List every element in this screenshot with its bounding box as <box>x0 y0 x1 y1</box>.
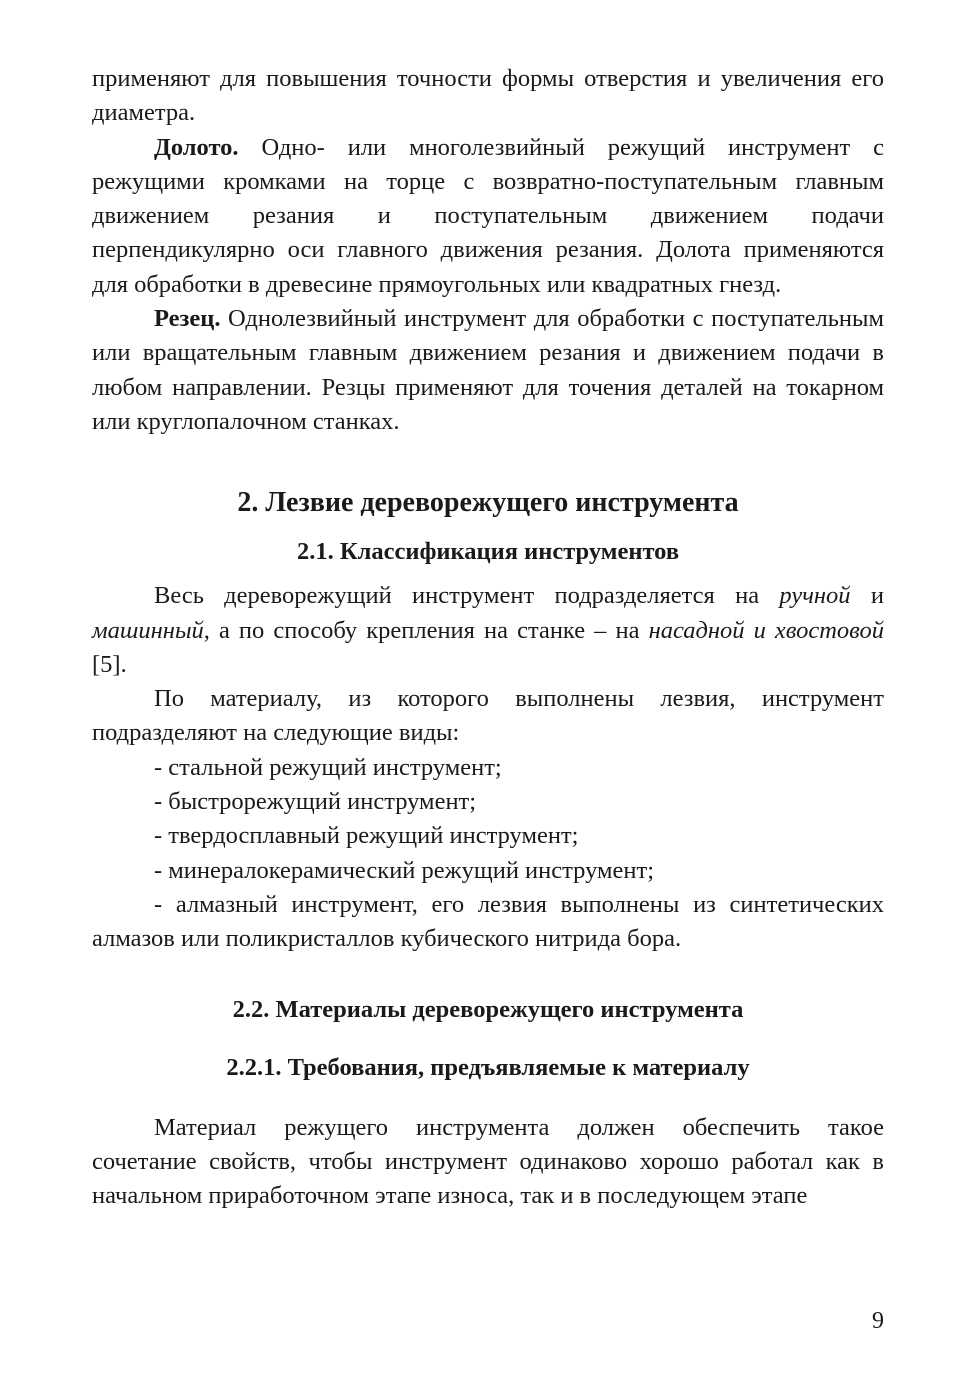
section-heading: 2. Лезвие дереворежущего инструмента <box>237 487 739 519</box>
term-machine: машинный <box>92 616 204 644</box>
list-item: - твердосплавный режущий инструмент; <box>154 822 579 850</box>
paragraph-requirements: Материал режущего инструмента должен обеспечить такое сочетание свойств, чтобы инструмент одинаково хорошо работал как в начальном приработочном этапе износа, так и в последующем этапе <box>92 1113 884 1210</box>
subsubsection-heading-requirements: 2.2.1. Требования, предъявляемые к материалу <box>226 1053 750 1081</box>
page-number: 9 <box>872 1308 884 1334</box>
page-content <box>92 62 884 1213</box>
term-doloto: Долото. <box>154 133 239 161</box>
list-item: - минералокерамический режущий инструмент; <box>154 856 655 884</box>
text-fragment: , а по способу крепления на станке – на <box>203 616 649 644</box>
paragraph-classification <box>92 579 884 682</box>
term-manual: ручной <box>779 582 851 610</box>
definition-doloto: Одно- или многолезвийный режущий инструмент с режущими кромками на торце с возвратно-поступательным главным движением резания и поступательным движением подачи перпендикулярно оси главного движения резания. Долота применяются для обработки в древесине прямоугольных или квадратных гнезд. <box>92 133 884 298</box>
term-rezets: Резец. <box>154 305 221 333</box>
subsection-heading-materials: 2.2. Материалы дереворежущего инструмента <box>232 995 744 1023</box>
subsection-heading-classification: 2.1. Классификация инструментов <box>296 538 680 566</box>
paragraph-doloto <box>92 131 884 302</box>
term-mounting: насадной и хвостовой <box>648 616 884 644</box>
list-item-diamond: - алмазный инструмент, его лезвия выполнены из синтетических алмазов или поликристаллов кубического нитрида бора. <box>92 890 884 953</box>
citation: [5]. <box>92 650 127 678</box>
paragraph-continuation: применяют для повышения точности формы отверстия и увеличения его диаметра. <box>92 65 884 127</box>
list-item: - стальной режущий инструмент; <box>154 753 502 781</box>
text-fragment: Весь дереворежущий инструмент подразделяется на <box>154 582 780 610</box>
paragraph-rezets <box>92 302 884 439</box>
paragraph-materials-intro: По материалу, из которого выполнены лезвия, инструмент подразделяют на следующие виды: <box>92 685 884 747</box>
text-fragment: и <box>850 582 884 610</box>
list-item: - быстрорежущий инструмент; <box>154 788 477 816</box>
definition-rezets: Однолезвийный инструмент для обработки с поступательным или вращательным главным движением резания и движением подачи в любом направлении. Резцы применяют для точения деталей на токарном или круглопалочном станках. <box>92 305 884 435</box>
